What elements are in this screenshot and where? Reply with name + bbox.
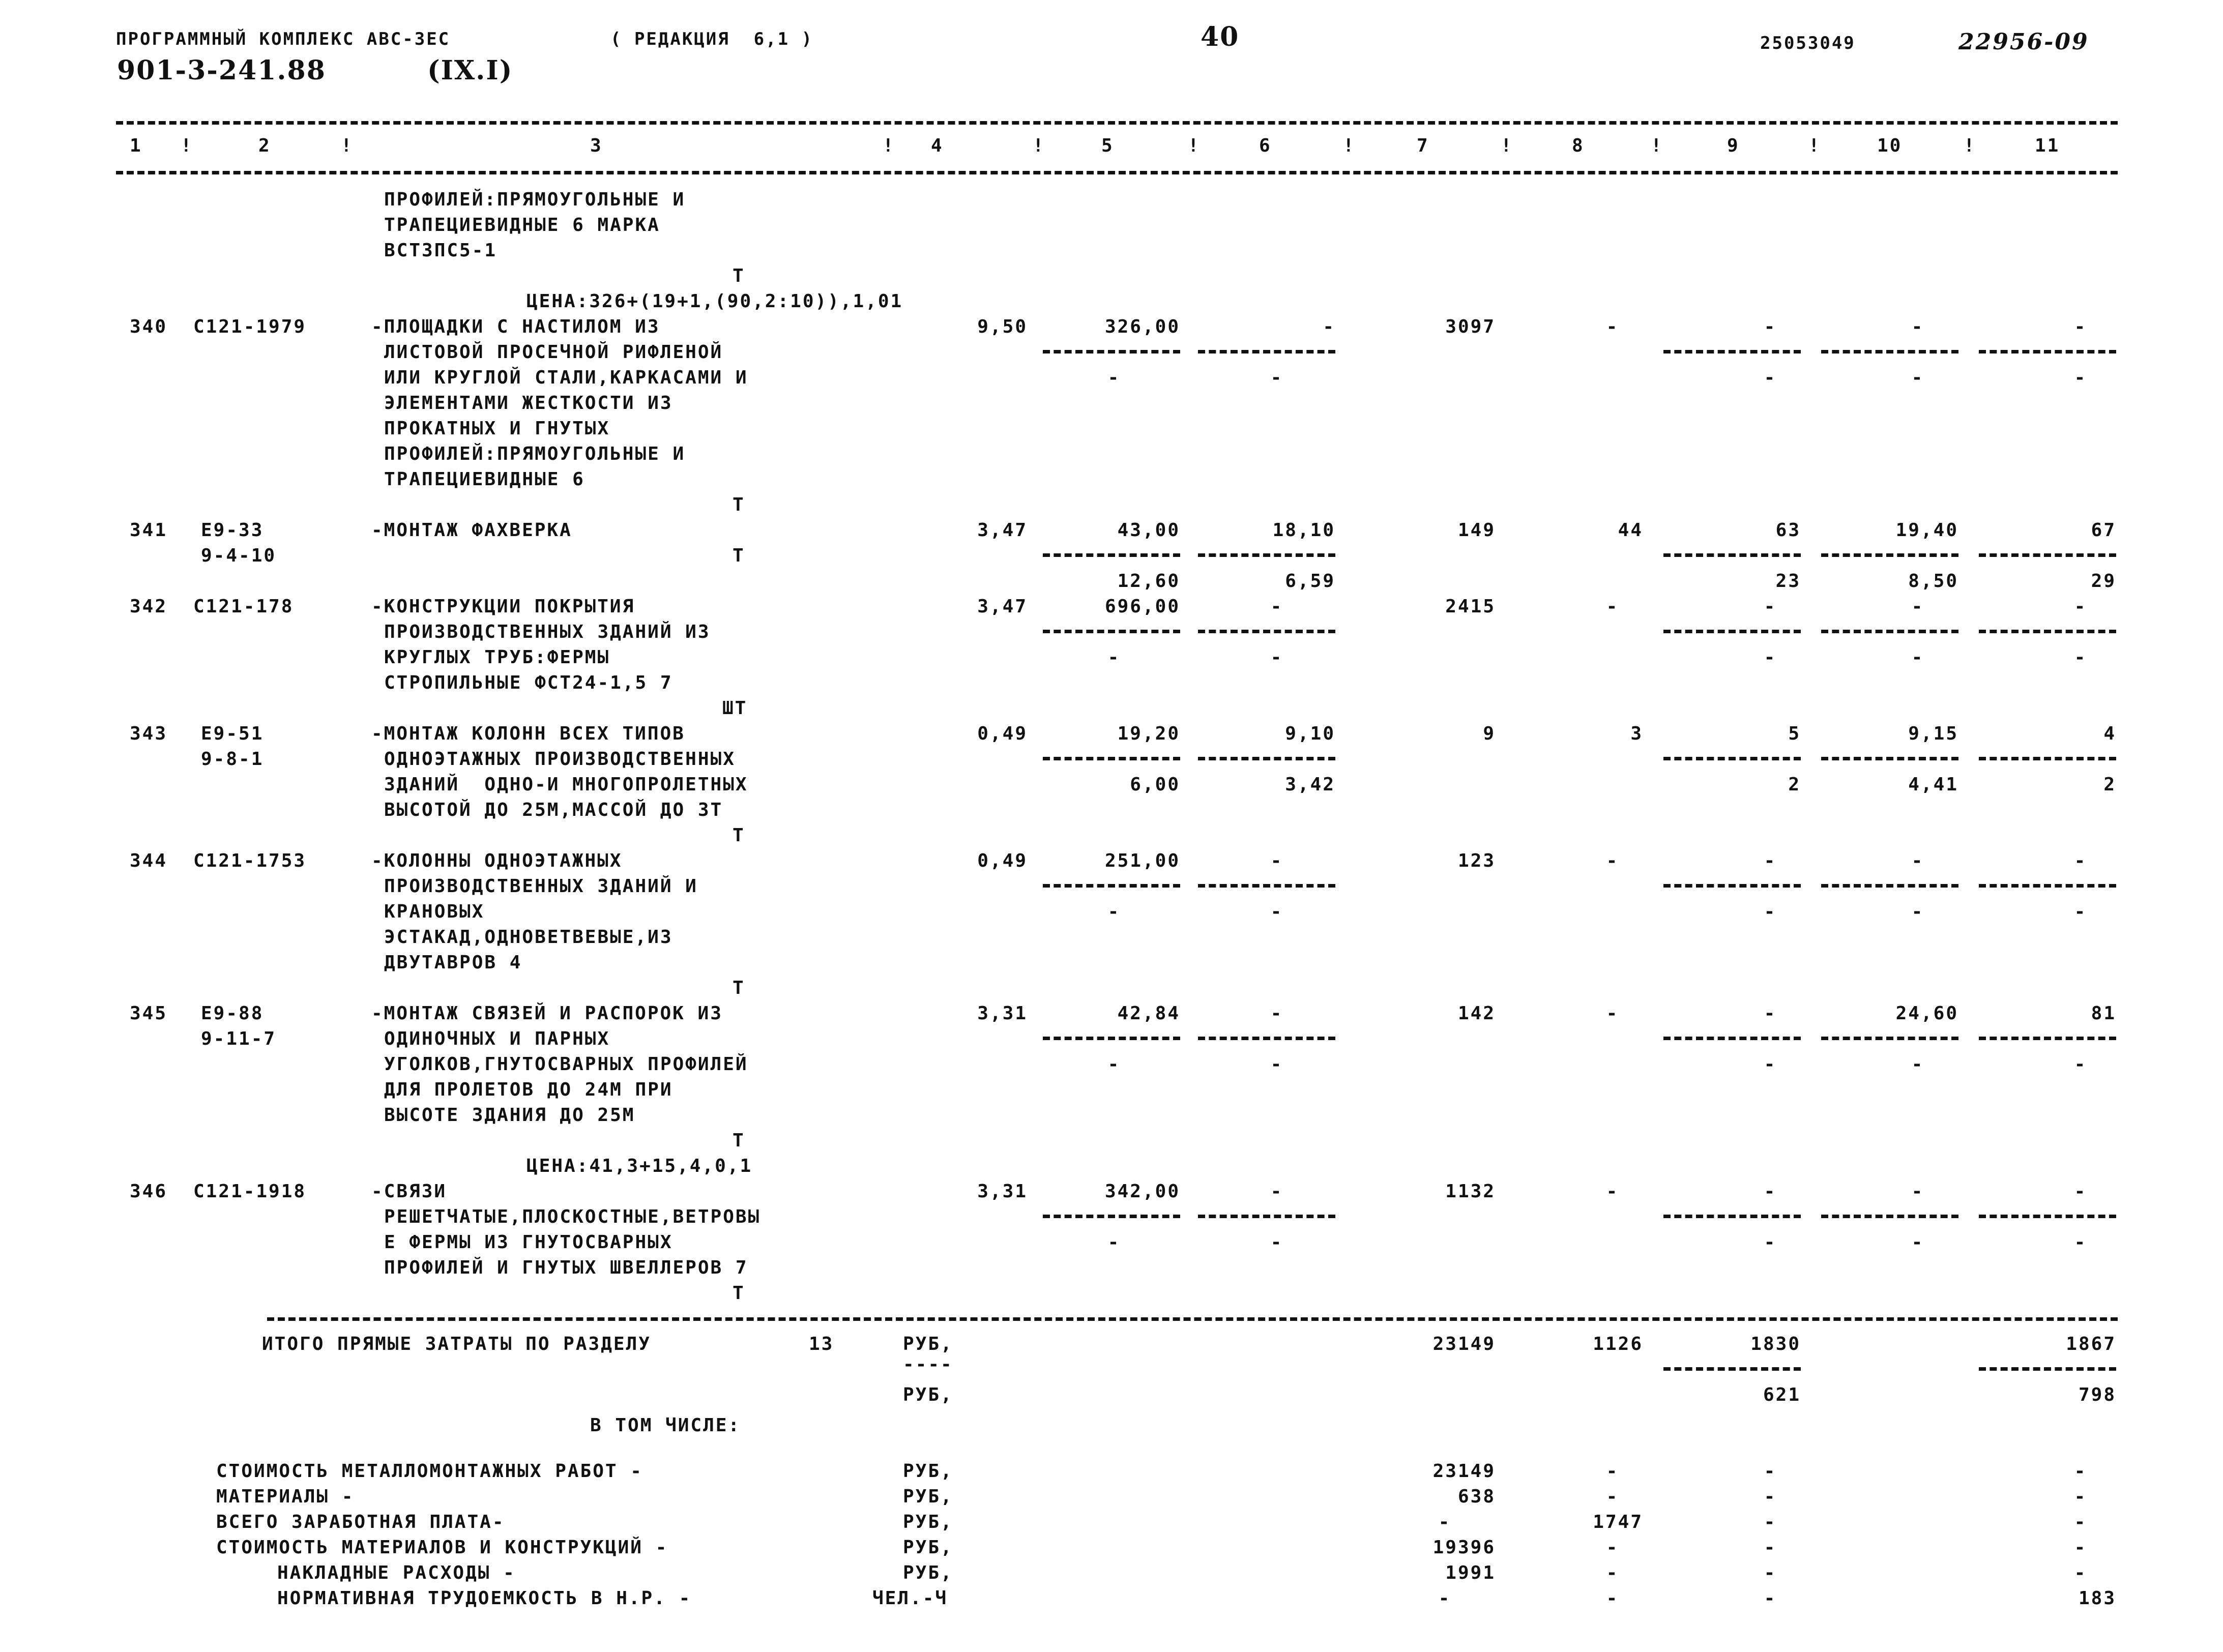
- summary-c8: -: [1606, 1486, 1619, 1507]
- cell-c5b: 12,60: [1117, 571, 1180, 592]
- row-desc-line: ЭЛЕМЕНТАМИ ЖЕСТКОСТИ ИЗ: [384, 393, 673, 414]
- cell-c11: 67: [2091, 520, 2116, 541]
- row-desc-line: ЭСТАКАД,ОДНОВЕТВЕВЫЕ,ИЗ: [384, 927, 673, 948]
- cell-c7: 1132: [1445, 1181, 1496, 1202]
- row-unit: ШТ: [722, 698, 748, 719]
- row-desc-line: ЗДАНИЙ ОДНО-И МНОГОПРОЛЕТНЫХ: [384, 774, 748, 795]
- cell-c7: 9: [1483, 723, 1496, 744]
- cell-c6: 9,10: [1285, 723, 1335, 744]
- cell-c11b: -: [2074, 1054, 2087, 1075]
- doc-code: 25053049: [1760, 33, 1856, 53]
- row-code: Е9-33: [201, 520, 264, 541]
- row-number: 346: [130, 1181, 168, 1202]
- summary-c9: -: [1764, 1562, 1777, 1583]
- row-desc-line: Е ФЕРМЫ ИЗ ГНУТОСВАРНЫХ: [384, 1232, 673, 1253]
- totals-rule: [267, 1317, 2118, 1321]
- summary-label: НАКЛАДНЫЕ РАСХОДЫ -: [277, 1562, 516, 1583]
- row-desc-line: ПРОИЗВОДСТВЕННЫХ ЗДАНИЙ ИЗ: [384, 622, 711, 642]
- page-number: 40: [1201, 21, 1240, 52]
- row-code: С121-178: [193, 596, 294, 617]
- col-header-10: 10: [1877, 135, 1903, 156]
- cell-c5: 251,00: [1104, 850, 1180, 871]
- cell-c6b: -: [1270, 1232, 1283, 1253]
- cell-c5: 43,00: [1117, 520, 1180, 541]
- cell-c5: 696,00: [1104, 596, 1180, 617]
- cell-c9: -: [1764, 850, 1777, 871]
- row-code-sub: 9-4-10: [201, 545, 277, 566]
- summary-c9: -: [1764, 1512, 1777, 1532]
- cell-c10: 9,15: [1908, 723, 1958, 744]
- cell-c11: 81: [2091, 1003, 2116, 1024]
- row-unit: Т: [733, 1283, 745, 1304]
- summary-c9: -: [1764, 1486, 1777, 1507]
- summary-c7: 638: [1457, 1486, 1496, 1507]
- cell-c10: 24,60: [1895, 1003, 1958, 1024]
- row-desc-line: -МОНТАЖ СВЯЗЕЙ И РАСПОРОК ИЗ: [371, 1003, 723, 1024]
- cell-c10b: -: [1911, 901, 1924, 922]
- row-desc-line: -КОЛОННЫ ОДНОЭТАЖНЫХ: [371, 850, 623, 871]
- row-desc-line: ПРОФИЛЕЙ И ГНУТЫХ ШВЕЛЛЕРОВ 7: [384, 1257, 748, 1278]
- row-desc-line: ВСТ3ПС5-1: [384, 240, 498, 261]
- cell-c9b: -: [1764, 901, 1777, 922]
- totals-c11b: 798: [2078, 1384, 2116, 1405]
- summary-c9: -: [1764, 1588, 1777, 1609]
- summary-label: ВСЕГО ЗАРАБОТНАЯ ПЛАТА-: [216, 1512, 505, 1532]
- cell-c8: -: [1606, 850, 1619, 871]
- row-desc-line: -МОНТАЖ КОЛОНН ВСЕХ ТИПОВ: [371, 723, 685, 744]
- summary-c7: 1991: [1445, 1562, 1496, 1583]
- cell-c8: -: [1606, 316, 1619, 337]
- cell-c5b: -: [1107, 647, 1121, 668]
- cell-c4: 0,49: [977, 723, 1028, 744]
- project-subnumber: (IX.I): [427, 55, 513, 86]
- cell-c5: 342,00: [1104, 1181, 1180, 1202]
- cell-c7: 142: [1457, 1003, 1496, 1024]
- row-code-sub: 9-8-1: [201, 749, 264, 770]
- row-code-sub: 9-11-7: [201, 1028, 277, 1049]
- cell-c9: 63: [1775, 520, 1801, 541]
- row-code: Е9-88: [201, 1003, 264, 1024]
- summary-c9: -: [1764, 1537, 1777, 1558]
- cell-c9b: -: [1764, 647, 1777, 668]
- cell-c4: 3,47: [977, 596, 1028, 617]
- row-number: 341: [130, 520, 168, 541]
- cell-c11b: -: [2074, 901, 2087, 922]
- cell-c6: -: [1323, 316, 1335, 337]
- row-code: С121-1979: [193, 316, 307, 337]
- summary-label: СТОИМОСТЬ МАТЕРИАЛОВ И КОНСТРУКЦИЙ -: [216, 1537, 668, 1558]
- cell-c5b: 6,00: [1130, 774, 1180, 795]
- cell-c10b: -: [1911, 647, 1924, 668]
- row-unit: Т: [733, 978, 745, 998]
- row-desc-line: -КОНСТРУКЦИИ ПОКРЫТИЯ: [371, 596, 635, 617]
- summary-c11: -: [2074, 1486, 2087, 1507]
- cell-c6b: -: [1270, 367, 1283, 388]
- cell-c9b: -: [1764, 367, 1777, 388]
- summary-c8: -: [1606, 1562, 1619, 1583]
- totals-section: 13: [809, 1334, 834, 1354]
- row-desc-line: -МОНТАЖ ФАХВЕРКА: [371, 520, 572, 541]
- row-desc-line: ПРОИЗВОДСТВЕННЫХ ЗДАНИЙ И: [384, 876, 698, 897]
- cell-c11b: 29: [2091, 571, 2116, 592]
- summary-c7: 19396: [1432, 1537, 1496, 1558]
- header-bottom-rule: [116, 171, 2118, 174]
- row-desc-line: РЕШЕТЧАТЫЕ,ПЛОСКОСТНЫЕ,ВЕТРОВЫ: [384, 1206, 761, 1227]
- summary-label: МАТЕРИАЛЫ -: [216, 1486, 355, 1507]
- totals-c9b: 621: [1763, 1384, 1801, 1405]
- cell-c11b: -: [2074, 647, 2087, 668]
- cell-c6b: -: [1270, 1054, 1283, 1075]
- summary-unit: РУБ,: [903, 1512, 953, 1532]
- cell-c6b: 6,59: [1285, 571, 1335, 592]
- summary-label: СТОИМОСТЬ МЕТАЛЛОМОНТАЖНЫХ РАБОТ -: [216, 1461, 643, 1482]
- summary-unit: ЧЕЛ.-Ч: [872, 1588, 948, 1609]
- cell-c4: 9,50: [977, 316, 1028, 337]
- cell-c9: -: [1764, 316, 1777, 337]
- cell-c5: 42,84: [1117, 1003, 1180, 1024]
- row-desc-line: КРУГЛЫХ ТРУБ:ФЕРМЫ: [384, 647, 610, 668]
- row-number: 342: [130, 596, 168, 617]
- summary-c11: -: [2074, 1461, 2087, 1482]
- col-header-8: 8: [1572, 135, 1585, 156]
- row-code: С121-1753: [193, 850, 307, 871]
- row-desc-line: -ПЛОЩАДКИ С НАСТИЛОМ ИЗ: [371, 316, 660, 337]
- cell-c10b: -: [1911, 1232, 1924, 1253]
- totals-unit: РУБ,: [903, 1334, 953, 1354]
- cell-c9: -: [1764, 596, 1777, 617]
- cell-c5b: -: [1107, 1232, 1121, 1253]
- sheet-number: 22956-09: [1958, 29, 2089, 55]
- row-unit: Т: [733, 494, 745, 515]
- totals-c9: 1830: [1750, 1334, 1801, 1354]
- cell-c6: -: [1270, 1003, 1283, 1024]
- cell-c5b: -: [1107, 901, 1121, 922]
- row-desc-line: ПРОФИЛЕЙ:ПРЯМОУГОЛЬНЫЕ И: [384, 189, 686, 210]
- cell-c11: 4: [2103, 723, 2116, 744]
- col-header-4: 4: [931, 135, 944, 156]
- cell-c6: -: [1270, 1181, 1283, 1202]
- col-header-2: 2: [258, 135, 271, 156]
- col-header-6: 6: [1259, 135, 1272, 156]
- row-unit: Т: [733, 1130, 745, 1151]
- row-unit: Т: [733, 545, 745, 566]
- cell-c10: 19,40: [1895, 520, 1958, 541]
- cell-c8: -: [1606, 1181, 1619, 1202]
- row-desc-line: ДВУТАВРОВ 4: [384, 952, 522, 973]
- row-number: 345: [130, 1003, 168, 1024]
- cell-c10b: 8,50: [1908, 571, 1958, 592]
- summary-unit: РУБ,: [903, 1461, 953, 1482]
- cell-c4: 0,49: [977, 850, 1028, 871]
- col-header-3: 3: [590, 135, 603, 156]
- cell-c5: 326,00: [1104, 316, 1180, 337]
- cell-c6b: -: [1270, 647, 1283, 668]
- inclusive-label: В ТОМ ЧИСЛЕ:: [590, 1415, 741, 1436]
- cell-c10: -: [1911, 1181, 1924, 1202]
- col-header-9: 9: [1727, 135, 1740, 156]
- cell-c6: -: [1270, 850, 1283, 871]
- summary-c8: -: [1606, 1588, 1619, 1609]
- cell-c7: 2415: [1445, 596, 1496, 617]
- cell-c10: -: [1911, 850, 1924, 871]
- program-title: ПРОГРАММНЫЙ КОМПЛЕКС АВС-3ЕС: [116, 29, 451, 49]
- cell-c5b: -: [1107, 1054, 1121, 1075]
- row-desc-line: ЛИСТОВОЙ ПРОСЕЧНОЙ РИФЛЕНОЙ: [384, 342, 723, 363]
- row-number: 344: [130, 850, 168, 871]
- summary-c11: -: [2074, 1537, 2087, 1558]
- cell-c11: -: [2074, 850, 2087, 871]
- totals-label: ИТОГО ПРЯМЫЕ ЗАТРАТЫ ПО РАЗДЕЛУ: [262, 1334, 651, 1354]
- row-desc-line: ОДНОЭТАЖНЫХ ПРОИЗВОДСТВЕННЫХ: [384, 749, 736, 770]
- cell-c9: -: [1764, 1003, 1777, 1024]
- row-price-formula: ЦЕНА:41,3+15,4,0,1: [526, 1156, 753, 1176]
- cell-c9b: -: [1764, 1232, 1777, 1253]
- summary-c11: 183: [2078, 1588, 2116, 1609]
- summary-c8: -: [1606, 1461, 1619, 1482]
- cell-c10: -: [1911, 316, 1924, 337]
- totals-c7: 23149: [1432, 1334, 1496, 1354]
- cell-c11b: -: [2074, 1232, 2087, 1253]
- row-unit: Т: [733, 266, 745, 286]
- summary-c11: -: [2074, 1562, 2087, 1583]
- row-desc-line: ИЛИ КРУГЛОЙ СТАЛИ,КАРКАСАМИ И: [384, 367, 748, 388]
- cell-c6b: -: [1270, 901, 1283, 922]
- cell-c11: -: [2074, 1181, 2087, 1202]
- cell-c10b: 4,41: [1908, 774, 1958, 795]
- cell-c9b: 2: [1788, 774, 1801, 795]
- cell-c7: 3097: [1445, 316, 1496, 337]
- summary-unit: РУБ,: [903, 1486, 953, 1507]
- row-desc-line: УГОЛКОВ,ГНУТОСВАРНЫХ ПРОФИЛЕЙ: [384, 1054, 748, 1075]
- cell-c7: 149: [1457, 520, 1496, 541]
- project-number: 901-3-241.88: [117, 55, 326, 86]
- totals-c11: 1867: [2066, 1334, 2116, 1354]
- col-header-5: 5: [1101, 135, 1114, 156]
- summary-c7: 23149: [1432, 1461, 1496, 1482]
- summary-label: НОРМАТИВНАЯ ТРУДОЕМКОСТЬ В Н.Р. -: [277, 1588, 692, 1609]
- cell-c9b: -: [1764, 1054, 1777, 1075]
- row-desc-line: ВЫСОТОЙ ДО 25М,МАССОЙ ДО 3Т: [384, 800, 723, 820]
- cell-c4: 3,47: [977, 520, 1028, 541]
- row-unit: Т: [733, 825, 745, 846]
- summary-c8: -: [1606, 1537, 1619, 1558]
- edition-label: ( РЕДАКЦИЯ 6,1 ): [610, 29, 813, 49]
- cell-c10b: -: [1911, 1054, 1924, 1075]
- cell-c5b: -: [1107, 367, 1121, 388]
- totals-c8: 1126: [1593, 1334, 1643, 1354]
- cell-c10b: -: [1911, 367, 1924, 388]
- summary-c7: -: [1438, 1588, 1451, 1609]
- row-price-formula: ЦЕНА:326+(19+1,(90,2:10)),1,01: [526, 291, 903, 312]
- cell-c8: 3: [1630, 723, 1643, 744]
- row-desc-line: ПРОФИЛЕЙ:ПРЯМОУГОЛЬНЫЕ И: [384, 444, 686, 464]
- row-desc-line: ПРОКАТНЫХ И ГНУТЫХ: [384, 418, 610, 439]
- col-header-7: 7: [1417, 135, 1429, 156]
- summary-c11: -: [2074, 1512, 2087, 1532]
- cell-c10: -: [1911, 596, 1924, 617]
- cell-c5: 19,20: [1117, 723, 1180, 744]
- totals-unit-dash: ----: [903, 1354, 953, 1375]
- summary-c7: -: [1438, 1512, 1451, 1532]
- row-desc-line: ДЛЯ ПРОЛЕТОВ ДО 24М ПРИ: [384, 1079, 673, 1100]
- cell-c8: -: [1606, 596, 1619, 617]
- row-desc-line: ВЫСОТЕ ЗДАНИЯ ДО 25М: [384, 1105, 635, 1126]
- cell-c11b: -: [2074, 367, 2087, 388]
- cell-c4: 3,31: [977, 1003, 1028, 1024]
- totals-unit-2: РУБ,: [903, 1384, 953, 1405]
- header-top-rule: [116, 121, 2118, 125]
- summary-c9: -: [1764, 1461, 1777, 1482]
- row-number: 340: [130, 316, 168, 337]
- cell-c6: 18,10: [1272, 520, 1335, 541]
- cell-c7: 123: [1457, 850, 1496, 871]
- row-desc-line: ТРАПЕЦИЕВИДНЫЕ 6: [384, 469, 585, 490]
- row-desc-line: ОДИНОЧНЫХ И ПАРНЫХ: [384, 1028, 610, 1049]
- row-desc-line: -СВЯЗИ: [371, 1181, 447, 1202]
- row-code: С121-1918: [193, 1181, 307, 1202]
- cell-c8: 44: [1618, 520, 1643, 541]
- row-desc-line: ТРАПЕЦИЕВИДНЫЕ 6 МАРКА: [384, 215, 660, 235]
- row-desc-line: СТРОПИЛЬНЫЕ ФСТ24-1,5 7: [384, 672, 673, 693]
- row-desc-line: КРАНОВЫХ: [384, 901, 485, 922]
- cell-c9b: 23: [1775, 571, 1801, 592]
- cell-c11: -: [2074, 596, 2087, 617]
- col-header-1: 1: [130, 135, 142, 156]
- cell-c9: -: [1764, 1181, 1777, 1202]
- col-header-11: 11: [2035, 135, 2060, 156]
- cell-c4: 3,31: [977, 1181, 1028, 1202]
- summary-unit: РУБ,: [903, 1562, 953, 1583]
- cell-c6: -: [1270, 596, 1283, 617]
- summary-unit: РУБ,: [903, 1537, 953, 1558]
- cell-c11: -: [2074, 316, 2087, 337]
- cell-c9: 5: [1788, 723, 1801, 744]
- cell-c6b: 3,42: [1285, 774, 1335, 795]
- summary-c8: 1747: [1593, 1512, 1643, 1532]
- cell-c11b: 2: [2103, 774, 2116, 795]
- row-code: Е9-51: [201, 723, 264, 744]
- cell-c8: -: [1606, 1003, 1619, 1024]
- row-number: 343: [130, 723, 168, 744]
